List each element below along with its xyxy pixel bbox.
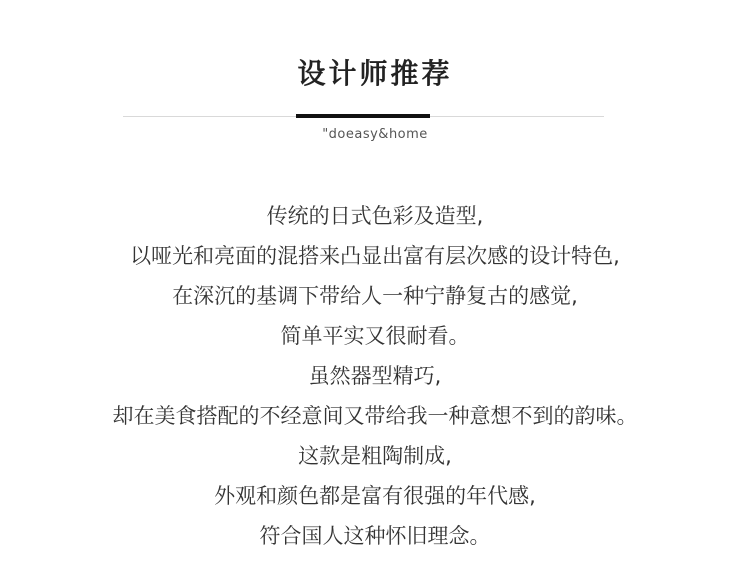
text-line: 虽然器型精巧, bbox=[308, 364, 442, 388]
text-line: 简单平实又很耐看。 bbox=[280, 324, 470, 348]
text-line: 外观和颜色都是富有很强的年代感, bbox=[214, 484, 536, 508]
text-line: 却在美食搭配的不经意间又带给我一种意想不到的韵味。 bbox=[112, 404, 638, 428]
text-line: 符合国人这种怀旧理念。 bbox=[259, 524, 491, 548]
text-line: 在深沉的基调下带给人一种宁静复古的感觉, bbox=[172, 284, 578, 308]
divider-accent bbox=[296, 114, 430, 118]
brand-subtitle: "doeasy&home bbox=[322, 127, 428, 142]
text-line: 这款是粗陶制成, bbox=[298, 444, 452, 468]
text-line: 以哑光和亮面的混搭来凸显出富有层次感的设计特色, bbox=[130, 244, 620, 268]
description-text bbox=[0, 196, 750, 556]
text-line: 传统的日式色彩及造型, bbox=[266, 204, 484, 228]
page-title: 设计师推荐 bbox=[297, 57, 453, 90]
